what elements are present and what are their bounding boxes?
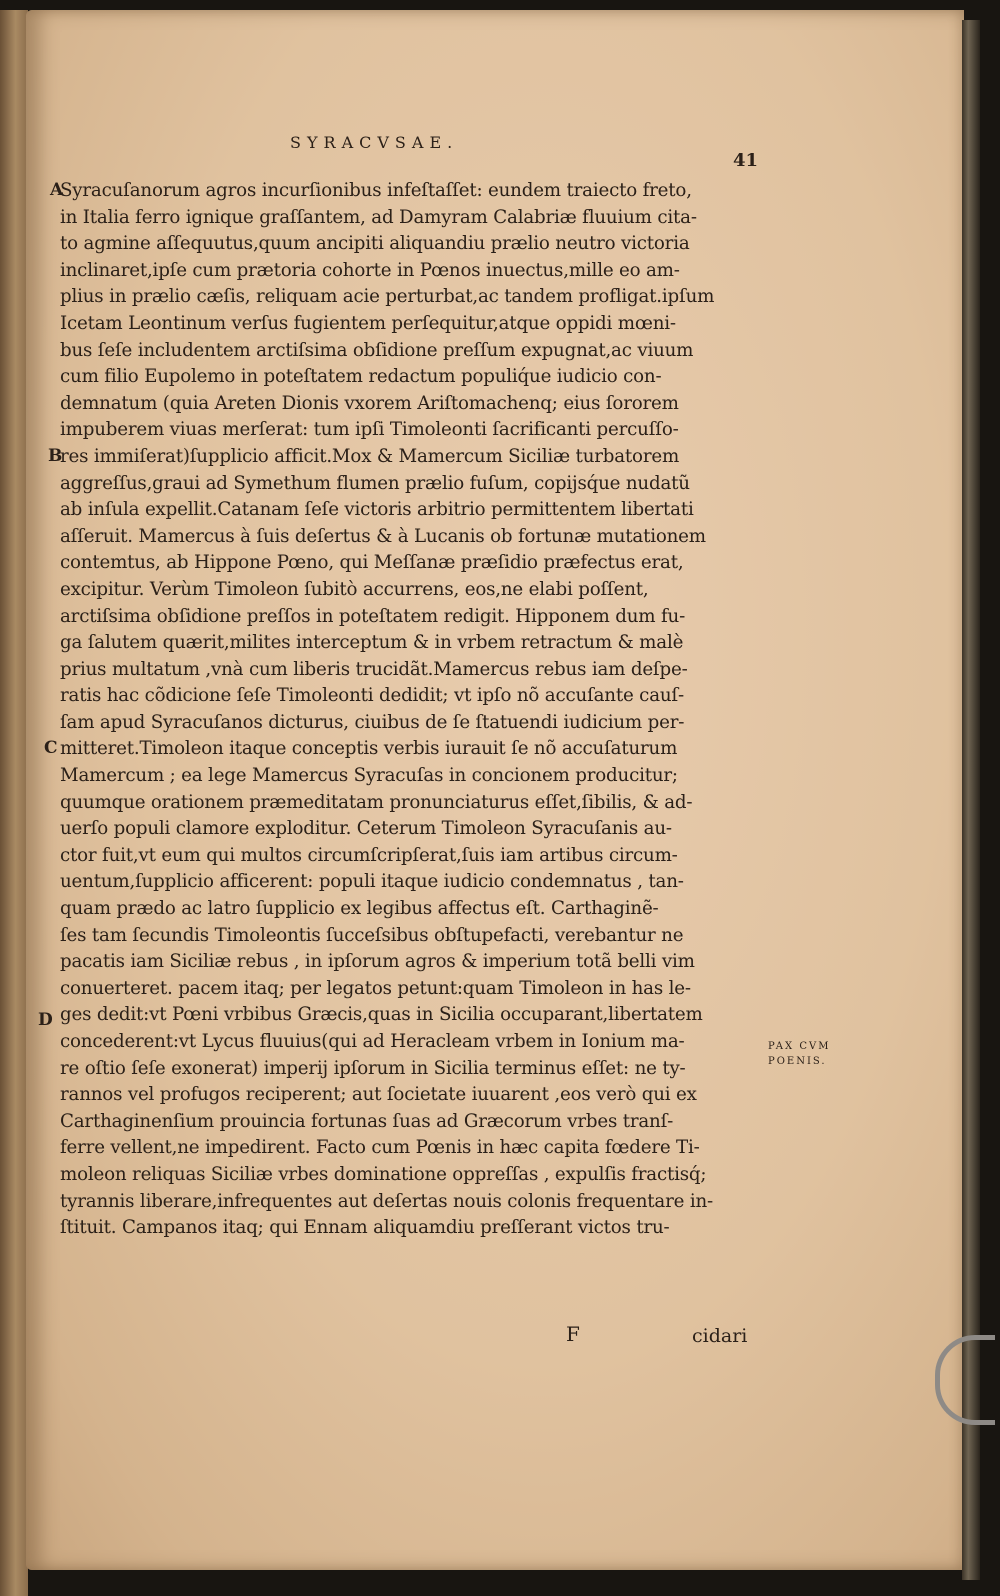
catchword: cidari (692, 1325, 748, 1347)
text-line: Carthaginenſium prouincia fortunas ſuas ad Græcorum vrbes tranſ- (60, 1110, 674, 1132)
text-line: plius in prælio cæſis, reliquam acie perturbat,ac tandem profligat.ipſum (60, 286, 715, 308)
text-line: ſes tam ſecundis Timoleontis ſucceſsibus obſtupefacti, verebantur ne (60, 924, 684, 946)
facing-page-edge (0, 10, 28, 1596)
text-line: moleon reliquas Siciliæ vrbes dominatione oppreſſas , expulſis fractisq́; (60, 1163, 707, 1185)
text-line: tyrannis liberare,infrequentes aut deſertas nouis colonis frequentare in- (60, 1190, 713, 1212)
text-line: bus ſeſe includentem arctiſsima obſidione preſſum expugnat,ac viuum (60, 339, 694, 361)
text-line: res immiſerat)ſupplicio afficit.Mox & Mamercum Siciliæ turbatorem (60, 445, 680, 467)
text-line: cum filio Eupolemo in poteſtatem redactum populiq́ue iudicio con- (60, 366, 662, 388)
text-line: Icetam Leontinum verſus fugientem perſequitur,atque oppidi mœni- (60, 312, 676, 334)
body-text (60, 178, 770, 1242)
signature-mark: F (566, 1322, 580, 1346)
text-line: contemtus, ab Hippone Pœno, qui Meſſanæ præſidio præfectus erat, (60, 552, 684, 574)
text-line: rannos vel profugos reciperent; aut ſocietate iuuarent ,eos verò qui ex (60, 1084, 697, 1106)
section-letter-a: A (50, 180, 64, 200)
margin-note-line: POENIS. (768, 1056, 827, 1067)
text-line: in Italia ferro ignique graſſantem, ad Damyram Calabriæ fluuium cita- (60, 206, 697, 228)
text-line: ctor fuit,vt eum qui multos circumſcripſerat,ſuis iam artibus circum- (60, 844, 678, 866)
section-letter-b: B (48, 446, 63, 466)
text-line: uentum,ſupplicio afficerent: populi itaque iudicio condemnatus , tan- (60, 871, 684, 893)
text-line: Syracuſanorum agros incurſionibus infeſtaſſet: eundem traiecto freto, (60, 180, 692, 201)
running-head: SYRACVSAE. (290, 133, 459, 152)
text-line: to agmine aſſequutus,quum ancipiti aliquandiu prælio neutro victoria (60, 233, 690, 255)
text-line: re oſtio ſeſe exonerat) imperij ipſorum in Sicilia terminus eſſet: ne ty- (60, 1057, 686, 1079)
text-line: ferre vellent,ne impedirent. Facto cum Pœnis in hæc capita fœdere Ti- (60, 1137, 700, 1159)
page-number: 41 (733, 150, 759, 171)
text-line: impuberem viuas merſerat: tum ipſi Timoleonti ſacrificanti percuſſo- (60, 419, 679, 441)
text-line: quam prædo ac latro ſupplicio ex legibus affectus eſt. Carthaginẽ- (60, 898, 659, 920)
text-line: conuerteret. pacem itaq; per legatos petunt:quam Timoleon in has le- (60, 977, 691, 999)
text-line: mitteret.Timoleon itaque conceptis verbis iurauit ſe nõ accuſaturum (60, 738, 678, 760)
text-line: ga ſalutem quærit,milites interceptum & in vrbem retractum & malè (60, 632, 684, 654)
text-line: aggreſſus,graui ad Symethum flumen prælio fuſum, copijsq́ue nudatũ (60, 472, 690, 494)
text-line: Mamercum ; ea lege Mamercus Syracuſas in concionem producitur; (60, 765, 678, 787)
margin-note (768, 1039, 830, 1069)
margin-note-line: PAX CVM (768, 1041, 831, 1052)
text-line: pacatis iam Siciliæ rebus , in ipſorum agros & imperium totã belli vim (60, 951, 695, 973)
text-line: ratis hac cõdicione ſeſe Timoleonti dedidit; vt ipſo nõ accuſante cauſ- (60, 685, 684, 707)
section-letter-d: D (38, 1010, 53, 1030)
text-line: concederent:vt Lycus fluuius(qui ad Heracleam vrbem in Ionium ma- (60, 1031, 685, 1052)
text-line: demnatum (quia Areten Dionis vxorem Ariſtomachenq; eius ſororem (60, 392, 679, 414)
text-line: ſtituit. Campanos itaq; qui Ennam aliquamdiu preſſerant victos tru- (60, 1217, 670, 1239)
text-line: ſam apud Syracuſanos dicturus, ciuibus de ſe ſtatuendi iudicium per- (60, 711, 685, 733)
section-letter-c: C (44, 738, 58, 758)
text-line: aſſeruit. Mamercus à ſuis deſertus & à Lucanis ob fortunæ mutationem (60, 525, 706, 547)
text-line: ab inſula expellit.Catanam ſeſe victoris arbitrio permittentem libertati (60, 499, 694, 521)
text-line: uerſo populi clamore exploditur. Ceterum Timoleon Syracuſanis au- (60, 818, 672, 840)
text-line: ges dedit:vt Pœni vrbibus Græcis,quas in Sicilia occuparant,libertatem (60, 1004, 703, 1026)
text-line: arctiſsima obſidione preſſos in poteſtatem redigit. Hipponem dum fu- (60, 605, 686, 627)
text-line: inclinaret,ipſe cum prætoria cohorte in Pœnos inuectus,mille eo am- (60, 259, 680, 281)
text-line: quumque orationem præmeditatam pronunciaturus eſſet,ſibilis, & ad- (60, 791, 693, 813)
text-line: prius multatum ,vnà cum liberis trucidãt.Mamercus rebus iam deſpe- (60, 658, 688, 680)
text-line: excipitur. Verùm Timoleon ſubitò accurrens, eos,ne elabi poſſent, (60, 578, 649, 600)
